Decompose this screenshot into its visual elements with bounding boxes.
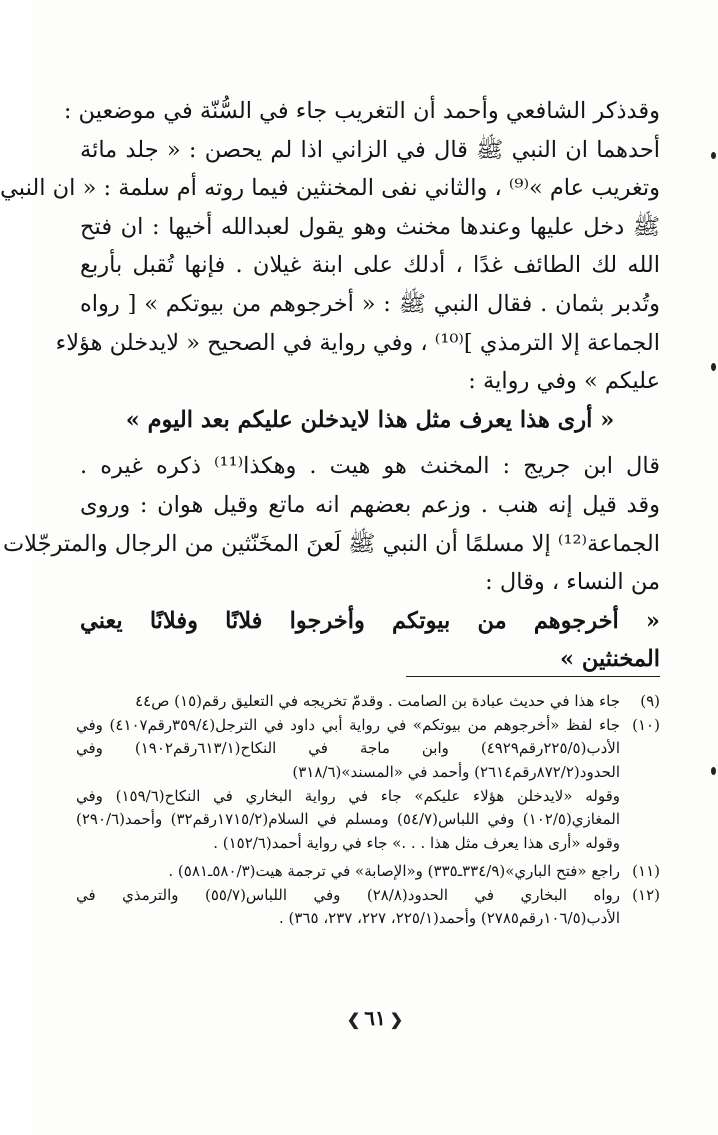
- text-line: من النساء ، وقال :: [485, 569, 660, 596]
- footnotes-block: [76, 690, 660, 931]
- margin-dot-mark: [711, 363, 716, 371]
- footnote-line: [76, 884, 660, 908]
- main-text-block: [0, 92, 660, 679]
- ornament-icon: ❮: [389, 1010, 404, 1029]
- text-line: وقد قيل إنه هنب . وزعم بعضهم انه ماتع وقيل هوان : وروى: [80, 491, 660, 518]
- margin-dot-mark: [711, 152, 716, 159]
- page-number: [32, 1006, 718, 1030]
- text-line: قال ابن جريج : المخنث هو هيت . وهكذا⁽¹¹⁾ ذكره غيره .: [80, 453, 660, 480]
- hadith-quote-end: المخنثين »: [559, 646, 660, 673]
- text-line: ﷺ دخل عليها وعندها مخنث وهو يقول لعبدالله أخيها : ان فتح: [80, 213, 660, 240]
- footnote-line: [76, 808, 660, 832]
- page-number-value: ٦١: [364, 1006, 386, 1030]
- footnote-text: رواه البخاري في الحدود(٢٨/٨) وفي اللباس(٥٥/٧) والترمذي في: [76, 885, 620, 904]
- text-line: وقدذكر الشافعي وأحمد أن التغريب جاء في السُّنّة في موضعين :: [63, 98, 660, 124]
- footnote-line: [76, 714, 660, 738]
- footnote-line: [76, 737, 660, 761]
- footnote-text: المغازي(١٠٢/٥) وفي اللباس(٥٤/٧) ومسلم في السلام(١٧١٥/٢رقم٣٢) وأحمد(٢٩٠/٦): [76, 810, 620, 829]
- text-line: أحدهما ان النبي ﷺ قال في الزاني اذا لم يحصن : « جلد مائة: [80, 136, 660, 163]
- footnote-number: (١٢): [632, 885, 660, 904]
- footnote-number: (١١): [632, 861, 660, 880]
- footnote-text: جاء هذا في حديث عبادة بن الصامت . وقدمّ تخريجه في التعليق رقم(١٥) ص٤٤: [135, 692, 620, 710]
- footnote-line: [76, 907, 660, 931]
- text-line: عليكم » وفي رواية :: [468, 368, 660, 395]
- margin-dot-mark: [711, 767, 716, 775]
- footnote-line: [76, 832, 660, 856]
- footnote-number: (١٠): [632, 715, 660, 734]
- ornament-icon: ❯: [346, 1010, 361, 1029]
- footnote-text: وقوله «لايدخلن هؤلاء عليكم» جاء في رواية البخاري في النكاح(١٥٩/٦) وفي: [76, 786, 620, 805]
- footnote-line: [76, 785, 660, 809]
- footnote-line: [76, 690, 660, 714]
- footnote-line: [76, 761, 660, 785]
- text-line: الله لك الطائف غدًا ، أدلك على ابنة غيلان . فإنها تُقبل بأربع: [80, 252, 660, 279]
- text-line: الجماعة⁽¹²⁾ إلا مسلمًا أن النبي ﷺ لَعنَ المخَنّثين من الرجال والمترجّلات: [2, 530, 660, 557]
- footnote-number: (٩): [640, 692, 660, 710]
- text-line: وتُدبر بثمان . فقال النبي ﷺ : « أخرجوهم من بيوتكم » [ رواه: [80, 290, 660, 317]
- text-line: وتغريب عام »⁽⁹⁾ ، والثاني نفى المخنثين فيما روته أم سلمة : « ان النبي: [0, 175, 660, 202]
- footnote-text: جاء لفظ «أخرجوهم من بيوتكم» في رواية أبي داود في الترجل(٣٥٩/٤رقم٤١٠٧) وفي: [76, 715, 620, 734]
- footnote-line: [76, 860, 660, 884]
- hadith-quote: « أرى هذا يعرف مثل هذا لايدخلن عليكم بعد اليوم »: [125, 406, 615, 433]
- footnote-divider: [406, 676, 660, 677]
- hadith-quote: « أخرجوهم من بيوتكم وأخرجوا فلانًا وفلانًا يعني: [80, 607, 660, 634]
- footnote-text: وقوله «أرى هذا يعرف مثل هذا . . .» جاء في رواية أحمد(١٥٢/٦) .: [213, 834, 620, 853]
- footnote-text: الأدب(١٠٦/٥رقم٢٧٨٥) وأحمد(٢٢٥/١، ٢٢٧، ٢٣٧، ٣٦٥) .: [278, 909, 620, 928]
- footnote-text: الحدود(٨٧٢/٢رقم٢٦١٤) وأحمد في «المسند»(٣١٨/٦): [292, 763, 620, 782]
- text-line: الجماعة إلا الترمذي ]⁽¹⁰⁾ ، وفي رواية في الصحيح « لايدخلن هؤلاء: [55, 329, 660, 356]
- footnote-text: الأدب(٢٢٥/٥رقم٤٩٢٩) وابن ماجة في النكاح(٦١٣/١رقم١٩٠٢) وفي: [76, 739, 620, 758]
- footnote-text: راجع «فتح الباري»(٣٣٤/٩ـ٣٣٥) و«الإصابة» في ترجمة هيت(٥٨٠/٣ـ٥٨١) .: [168, 861, 620, 880]
